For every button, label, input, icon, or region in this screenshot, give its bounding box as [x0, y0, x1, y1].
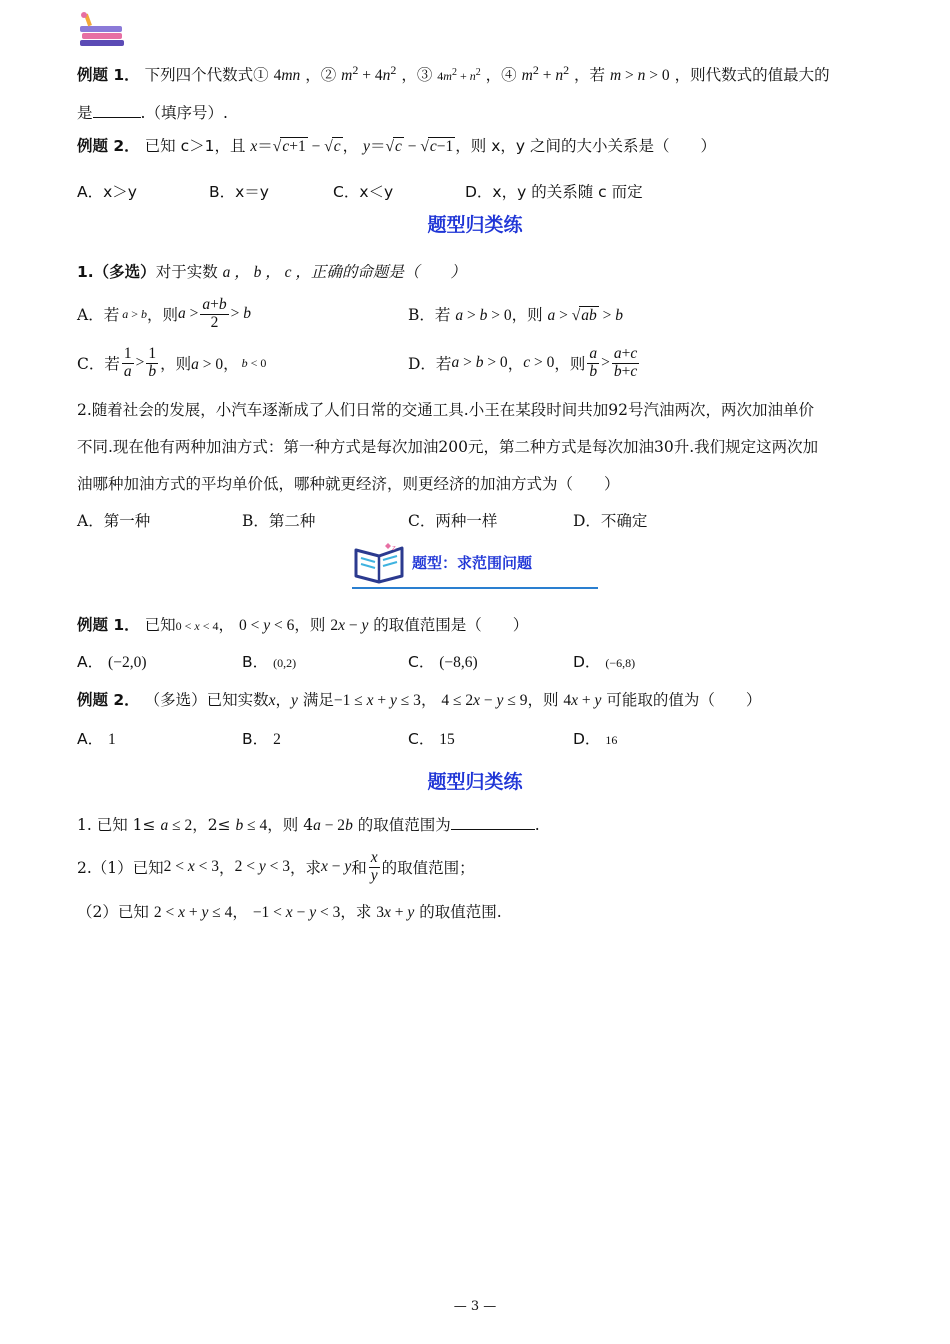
example-1-line-2: 是 .（填序号）.	[77, 104, 228, 122]
option-b[interactable]: B．x＝y	[209, 183, 269, 201]
svg-text:z: z	[392, 544, 396, 552]
option-b[interactable]: B．第二种	[242, 512, 316, 530]
example-label: 例题 2．	[77, 137, 140, 155]
practice-q1-option-c[interactable]: C．若 $\frac{1}{a}$ > $\frac{1}{b}$ ，则 a > 0， b < 0	[77, 345, 267, 380]
option-d[interactable]: D．x，y 的关系随 c 而定	[465, 183, 643, 201]
option-a[interactable]: A．第一种	[77, 512, 151, 530]
topic-banner-title: 题型：求范围问题	[412, 554, 533, 572]
option-c[interactable]: C． (−8,6)	[408, 653, 478, 671]
option-b[interactable]: B． (0,2)	[242, 653, 297, 671]
example-1-line-1: 例题 1． 下列四个代数式① 4mn ，② $m^2 + 4n^2$ ，③ $4m^2 + n^2$ ，④ $m^2 + n^2$ ，若 m > n > 0 ，则代数式的值最大的	[77, 63, 830, 85]
practice-q1-stem: 1.（多选）对于实数 a ， b ， c ，正确的命题是（ ）	[77, 263, 466, 281]
practice-q2-line-3: 油哪种加油方式的平均单价低，哪种就更经济，则更经济的加油方式为（ ）	[77, 475, 620, 493]
answer-blank[interactable]	[93, 103, 141, 118]
expr-2: $m^2 + 4n^2$	[341, 63, 397, 85]
range-example-1: 例题 1． 已知0 < x < 4， 0 < y < 6，则 2x − y 的取值范围是（ ）	[77, 616, 529, 634]
range-practice-q1: 1. 已知 1≤ a ≤ 2，2≤ b ≤ 4，则 4a − 2b 的取值范围为 .	[77, 816, 540, 834]
option-a[interactable]: A． 1	[77, 730, 116, 748]
x-definition: x＝√c+1 − √c	[250, 138, 341, 155]
condition: m > n > 0	[609, 67, 670, 85]
y-definition: y＝√c − √c−1	[363, 138, 454, 155]
practice-q1-option-b[interactable]: B．若 a > b > 0，则 a > √ab > b	[408, 306, 624, 324]
answer-blank[interactable]	[451, 815, 535, 830]
practice-q1-option-d[interactable]: D．若 a > b > 0 ， c > 0 ，则 $\frac{a}{b}$ > $\frac{a+c}{b+c}$	[408, 345, 638, 380]
example-2-line: 例题 2． 已知 c＞1，且 x＝√c+1 − √c ， y＝√c − √c−1 ，则 x，y 之间的大小关系是（ ）	[77, 137, 716, 155]
option-d[interactable]: D． (−6,8)	[573, 653, 636, 671]
expr-1: 4mn	[273, 67, 301, 85]
practice-q1-option-a[interactable]: A．若 a > b ，则 a > $\frac{a+b}{2}$ > b	[77, 296, 251, 331]
range-practice-q2-part2: （2）已知 2 < x + y ≤ 4， −1 < x − y < 3，求 3x + y 的取值范围.	[77, 903, 502, 921]
section-title: 题型归类练	[427, 214, 523, 236]
page-number: — 3 —	[453, 1299, 497, 1314]
range-example-2: 例题 2． （多选）已知实数x，y 满足−1 ≤ x + y ≤ 3， 4 ≤ 2x − y ≤ 9，则 4x + y 可能取的值为（ ）	[77, 691, 762, 709]
example-text: 下列四个代数式①	[144, 66, 269, 85]
option-b[interactable]: B． 2	[242, 730, 281, 748]
practice-q2-line-2: 不同.现在他有两种加油方式：第一种方式是每次加油200元，第二种方式是每次加油30升.我们规定这两次加	[77, 438, 819, 456]
practice-q2-line-1: 2.随着社会的发展，小汽车逐渐成了人们日常的交通工具.小王在某段时间共加92号汽油两次，两次加油单价	[77, 401, 814, 419]
expr-4: $m^2 + n^2$	[521, 63, 570, 85]
topic-banner-underline	[352, 587, 598, 589]
section-title: 题型归类练	[427, 771, 523, 793]
option-d[interactable]: D．不确定	[573, 512, 648, 530]
open-book-icon	[352, 540, 406, 584]
expr-3: $4m^2 + n^2$	[437, 67, 481, 84]
option-c[interactable]: C．两种一样	[408, 512, 498, 530]
option-a[interactable]: A．x＞y	[77, 183, 137, 201]
option-c[interactable]: C．x＜y	[333, 183, 394, 201]
option-a[interactable]: A． (−2,0)	[77, 653, 147, 671]
option-c[interactable]: C． 15	[408, 730, 455, 748]
example-label: 例题 1．	[77, 66, 140, 85]
books-pencil-icon	[78, 8, 130, 50]
option-d[interactable]: D． 16	[573, 730, 618, 748]
range-practice-q2-part1: 2.（1）已知 2 < x < 3 ， 2 < y < 3 ，求 x − y 和 $\frac{x}{y}$ 的取值范围；	[77, 849, 475, 884]
